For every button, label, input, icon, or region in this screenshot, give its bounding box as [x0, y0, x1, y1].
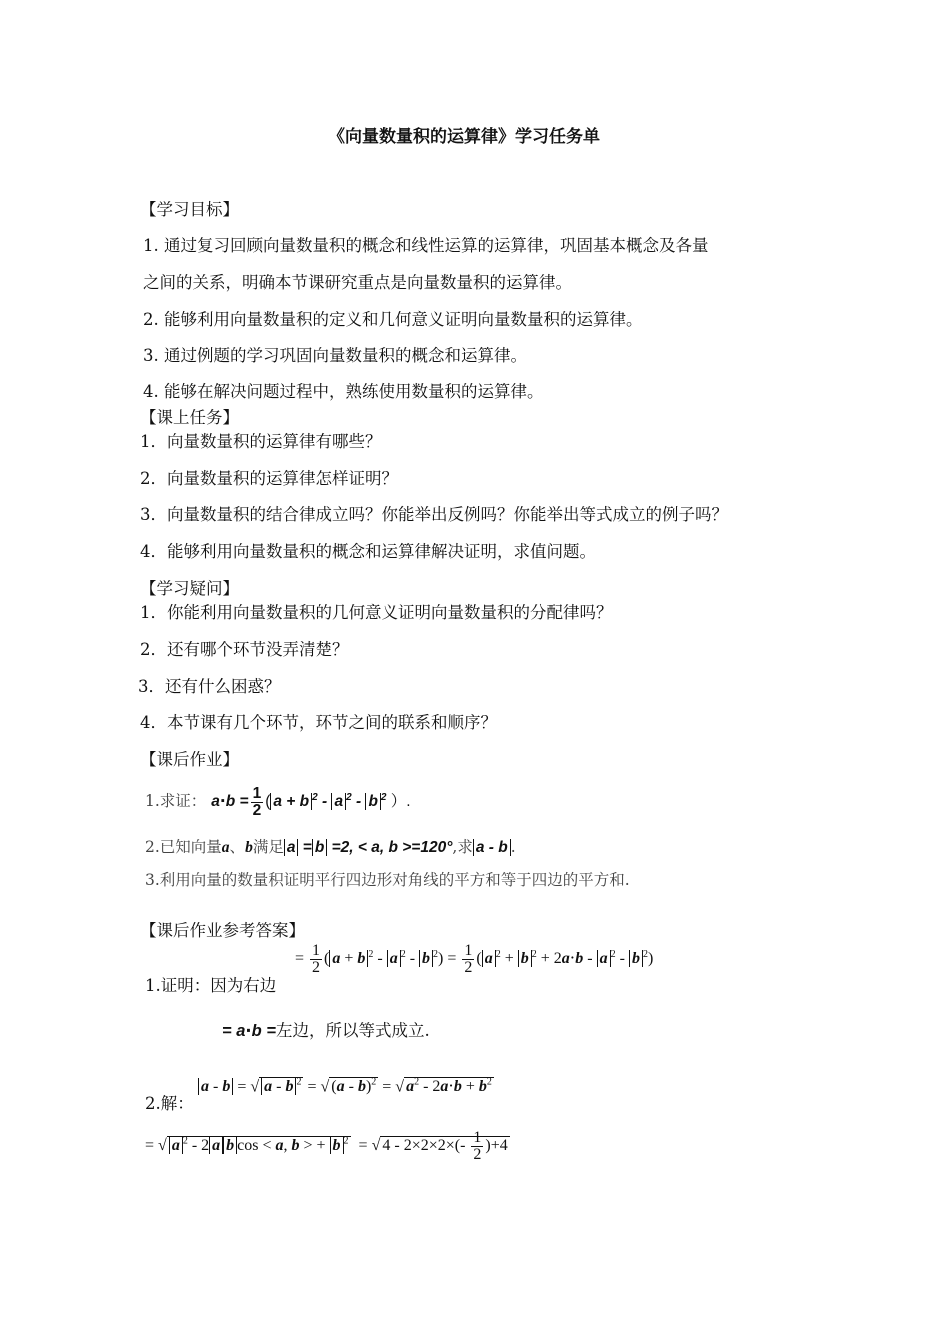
homework-q1-prefix: 1.求证：	[145, 792, 207, 811]
section-heading-goals: 【学习目标】	[140, 200, 239, 219]
answer2-prefix: 2.解：	[145, 1094, 194, 1113]
task-line: 2．向量数量积的运算律怎样证明？	[140, 469, 398, 488]
section-heading-tasks: 【课上任务】	[140, 408, 239, 427]
goal-line: 4. 能够在解决问题过程中，熟练使用数量积的运算律。	[143, 382, 544, 401]
homework-q2-mid: 满足	[252, 838, 284, 856]
formula-q2: a = b =2, < a, b >=120°	[284, 839, 453, 856]
answer1-prefix: 1.证明：因为右边	[145, 976, 277, 995]
goal-line: 之间的关系，明确本节课研究重点是向量数量积的运算律。	[143, 273, 572, 292]
homework-q2: 2.已知向量a、b满足 a = b =2, < a, b >=120°,求 a - b .	[145, 838, 516, 856]
answer1-formula-top: = $\frac{1}{2}$ ( a + b $^2$ - a $^2$ - b $^2$) = $\frac{1}{2}$ ( a $^2$ + b $^2$ + 2a⋅b - a $^2$ - b $^2$)	[295, 942, 654, 976]
section-heading-homework: 【课后作业】	[140, 750, 239, 769]
homework-q1	[145, 786, 411, 818]
formula-q1: a⋅b = $\frac{1}{2}$ ( a + b $^2$ - a $^2$ - b $^2$ ）.	[211, 785, 411, 819]
task-line: 4．能够利用向量数量积的概念和运算律解决证明，求值问题。	[140, 542, 596, 561]
section-heading-answers: 【课后作业参考答案】	[140, 921, 305, 940]
homework-q2-prefix: 2.已知向量	[145, 838, 222, 856]
homework-q2-tail: ,求	[452, 838, 473, 856]
question-line: 3．还有什么困惑？	[138, 677, 281, 696]
goal-line: 3. 通过例题的学习巩固向量数量积的概念和运算律。	[143, 346, 527, 365]
task-line: 1．向量数量积的运算律有哪些？	[140, 432, 382, 451]
homework-q3: 3.利用向量的数量积证明平行四边形对角线的平方和等于四边的平方和.	[145, 871, 630, 889]
question-line: 1．你能利用向量数量积的几何意义证明向量数量积的分配律吗？	[140, 603, 613, 622]
answer2-formula-line2: = √ a $^2$ - 2 a b cos < a, b > + b $^2$ = √ 4 - 2×2×2×(- $\frac{1}{2}$ )+4	[145, 1129, 508, 1163]
answer1-conclusion	[222, 1021, 430, 1042]
answer1-suffix: 左边，所以等式成立.	[275, 1021, 430, 1040]
task-line: 3．向量数量积的结合律成立吗？你能举出反例吗？你能举出等式成立的例子吗？	[140, 505, 728, 524]
goal-line: 2. 能够利用向量数量积的定义和几何意义证明向量数量积的运算律。	[143, 310, 643, 329]
answer2-formula-line1: a - b = √ a - b $^2$ = √ (a - b)$^2$ = √ $a^2 - 2a\cdot b + b^2$	[198, 1077, 494, 1097]
question-line: 4．本节课有几个环节，环节之间的联系和顺序？	[140, 713, 497, 732]
formula-a1: = a⋅b =	[222, 1022, 276, 1040]
page-title: 《向量数量积的运算律》学习任务单	[328, 127, 600, 147]
section-heading-questions: 【学习疑问】	[140, 579, 239, 598]
question-line: 2．还有哪个环节没弄清楚？	[140, 640, 349, 659]
goal-line: 1. 通过复习回顾向量数量积的概念和线性运算的运算律，巩固基本概念及各量	[143, 236, 709, 255]
